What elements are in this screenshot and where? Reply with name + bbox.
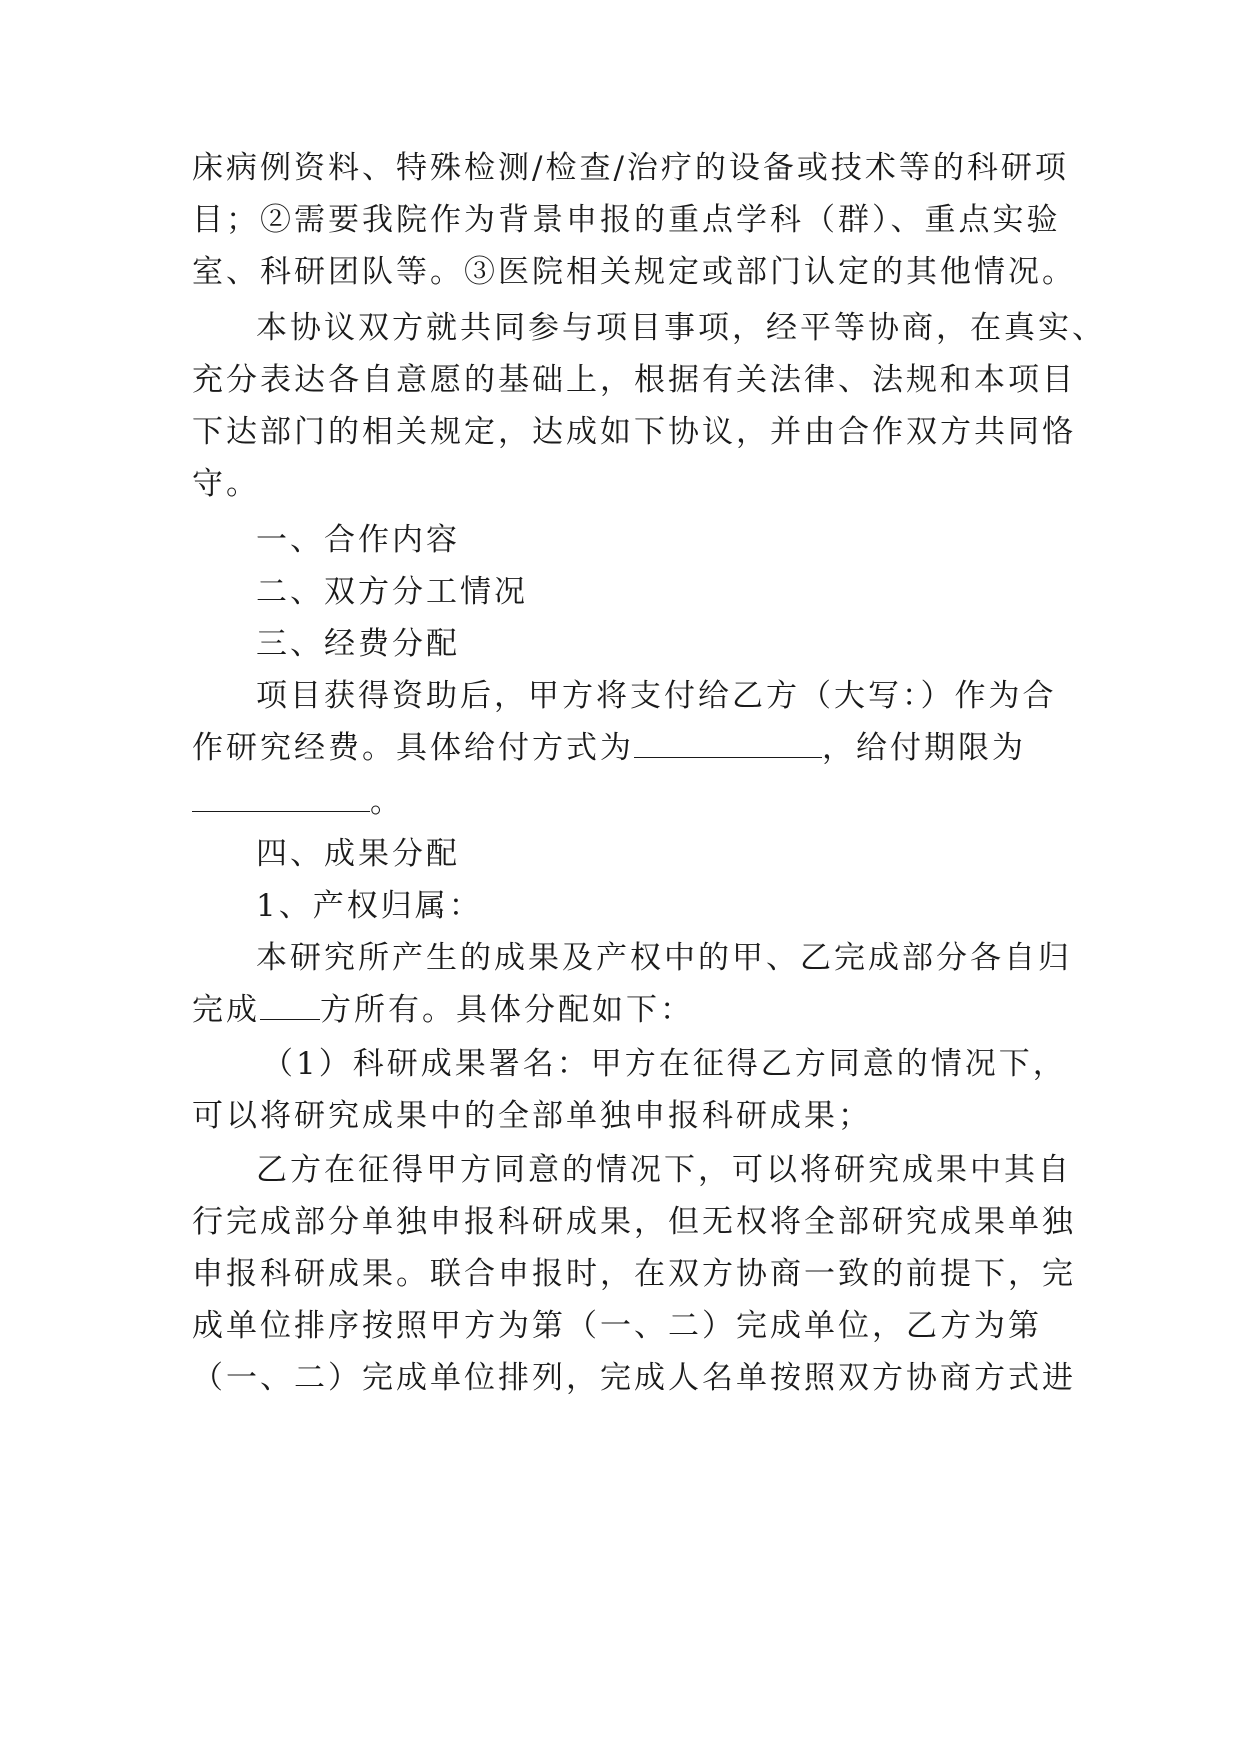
text-line: 乙方在征得甲方同意的情况下，可以将研究成果中其自 — [256, 1152, 1072, 1188]
text-line: 本研究所产生的成果及产权中的甲、乙完成部分各自归 — [256, 940, 1072, 976]
text-line: 目；②需要我院作为背景申报的重点学科（群）、重点实验 — [192, 202, 1061, 238]
text-segment: 方所有。具体分配如下： — [320, 992, 694, 1028]
text-line: 室、科研团队等。③医院相关规定或部门认定的其他情况。 — [192, 254, 1076, 290]
text-line-with-blank — [192, 728, 1026, 768]
text-line: 成单位排序按照甲方为第（一、二）完成单位，乙方为第 — [192, 1308, 1042, 1344]
text-segment: 。 — [370, 784, 404, 820]
text-segment: 作研究经费。具体给付方式为 — [192, 730, 634, 766]
text-line: 申报科研成果。联合申报时，在双方协商一致的前提下，完 — [192, 1256, 1076, 1292]
text-line: 充分表达各自意愿的基础上，根据有关法律、法规和本项目 — [192, 362, 1076, 398]
section-heading: 三、经费分配 — [256, 626, 460, 662]
text-line: （1）科研成果署名：甲方在征得乙方同意的情况下， — [262, 1046, 1067, 1082]
text-line: 本协议双方就共同参与项目事项，经平等协商，在真实、 — [256, 310, 1106, 346]
section-heading: 一、合作内容 — [256, 522, 460, 558]
fill-blank-payment-method[interactable] — [634, 731, 822, 758]
text-line-with-blank — [192, 782, 404, 822]
text-line: 守。 — [192, 466, 260, 502]
text-line: 下达部门的相关规定，达成如下协议，并由合作双方共同恪 — [192, 414, 1076, 450]
text-segment: 完成 — [192, 992, 260, 1028]
text-line: 可以将研究成果中的全部单独申报科研成果； — [192, 1098, 872, 1134]
fill-blank-payment-deadline[interactable] — [192, 785, 370, 812]
subsection-heading: 1、产权归属： — [256, 888, 483, 924]
text-line: （一、二）完成单位排列，完成人名单按照双方协商方式进 — [192, 1360, 1076, 1396]
section-heading: 四、成果分配 — [256, 836, 460, 872]
text-line-with-blank — [192, 990, 694, 1030]
text-line: 行完成部分单独申报科研成果，但无权将全部研究成果单独 — [192, 1204, 1076, 1240]
text-line: 床病例资料、特殊检测/检查/治疗的设备或技术等的科研项 — [192, 150, 1069, 186]
text-segment: ，给付期限为 — [822, 730, 1026, 766]
fill-blank-owner[interactable] — [260, 993, 320, 1020]
text-line: 项目获得资助后，甲方将支付给乙方（大写：）作为合 — [256, 678, 1057, 714]
section-heading: 二、双方分工情况 — [256, 574, 528, 610]
